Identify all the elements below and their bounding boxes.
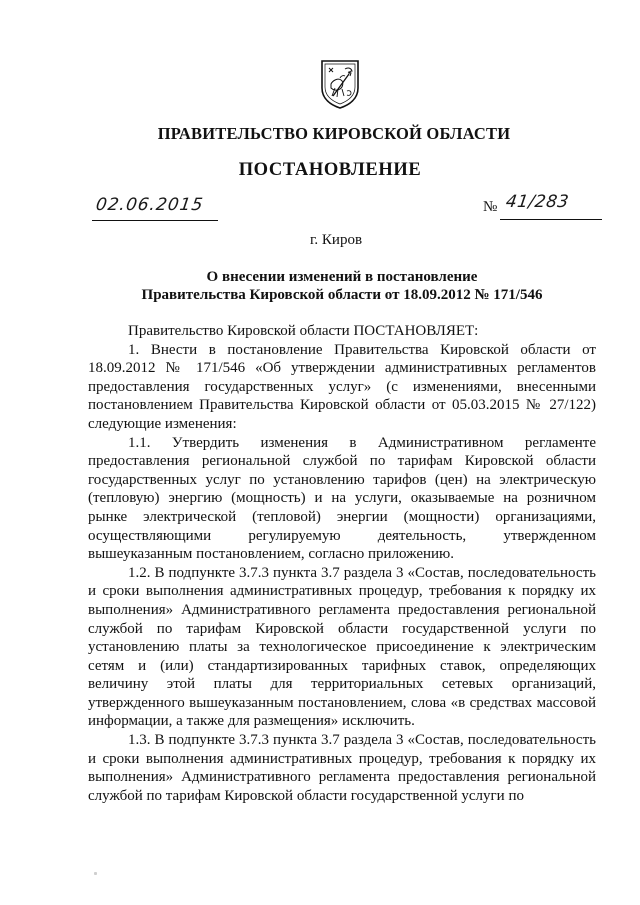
title-line-1: О внесении изменений в постановление bbox=[206, 269, 478, 285]
city-name: г. Киров bbox=[309, 232, 363, 248]
coat-of-arms-icon bbox=[319, 58, 361, 110]
scan-speck bbox=[94, 872, 97, 875]
paragraph-1-1: 1.1. Утвердить изменения в Административном регламенте предоставления региональной службой по тарифам Кировской области государственных услуг по установлению тарифов (цен) на электрическую (тепловую) энергию (мощность) и на услуги, оказываемые на розничном рынке электрической (тепловой) энергии (мощности) организациями, осуществляющими регулируемую деятельность, утвержденном вышеуказанным постановлением, согласно приложению. bbox=[88, 434, 596, 563]
paragraph-1-3: 1.3. В подпункте 3.7.3 пункта 3.7 раздела 3 «Состав, последовательность и сроки выполнения административных процедур, требования к порядку их выполнения» Административного регламента предоставления региональной службой по тарифам Кировской области государственной услуги по bbox=[88, 732, 596, 804]
document-body bbox=[88, 322, 596, 805]
handwritten-number: 41/283 bbox=[504, 192, 571, 212]
title-line-2: Правительства Кировской области от 18.09.2012 № 171/546 bbox=[141, 287, 543, 303]
number-label: № bbox=[483, 199, 498, 215]
number-field bbox=[500, 191, 602, 220]
paragraph-1-2: 1.2. В подпункте 3.7.3 пункта 3.7 раздела 3 «Состав, последовательность и сроки выполнения административных процедур, требования к порядку их выполнения» Административного регламента предоставления региональной службой по тарифам Кировской области государственной услуги по установлению платы за технологическое присоединение к электрическим сетям и (или) стандартизированных тарифных ставок, определяющих величину этой платы для территориальных сетевых организаций, утвержденного вышеуказанным постановлением, слова «в средствах массовой информации, а также для размещения» исключить. bbox=[88, 564, 596, 730]
paragraph-preamble: Правительство Кировской области ПОСТАНОВЛЯЕТ: bbox=[128, 323, 479, 339]
document-type: ПОСТАНОВЛЕНИЕ bbox=[238, 160, 422, 180]
organization-name: ПРАВИТЕЛЬСТВО КИРОВСКОЙ ОБЛАСТИ bbox=[157, 124, 511, 143]
date-field bbox=[92, 196, 218, 221]
document-title bbox=[22, 268, 640, 304]
paragraph-1: 1. Внести в постановление Правительства Кировской области от 18.09.2012 № 171/546 «Об утверждении административных регламентов предоставления государственных услуг» (с изменениями, внесенными постановлением Правительства Кировской области от 05.03.2015 № 27/122) следующие изменения: bbox=[88, 341, 596, 432]
handwritten-date: 02.06.2015 bbox=[94, 195, 205, 215]
